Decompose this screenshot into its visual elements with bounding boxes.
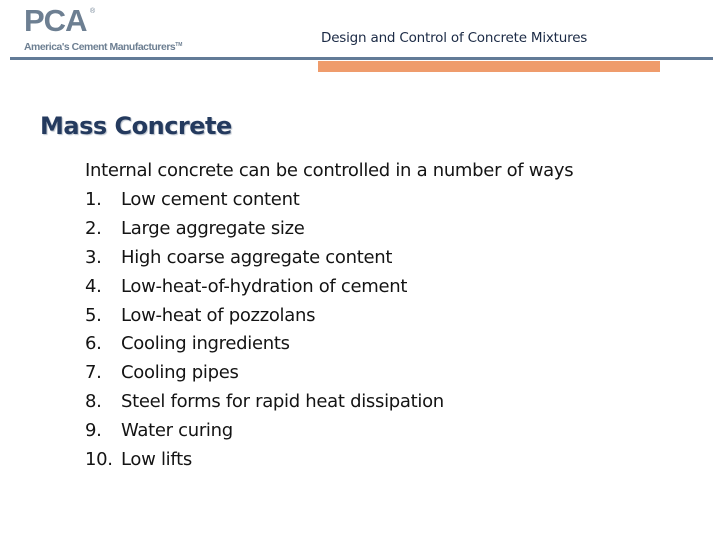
slide-title: Mass Concrete [40, 112, 232, 140]
item-number: 4. [85, 275, 102, 297]
logo-tagline-text: America's Cement Manufacturers [24, 42, 176, 53]
header-rule-blue [10, 57, 713, 60]
item-text: Low-heat-of-hydration of cement [121, 275, 408, 297]
list-item [85, 272, 573, 301]
item-number: 8. [85, 391, 102, 413]
list-item [85, 358, 573, 387]
item-text: Steel forms for rapid heat dissipation [121, 391, 444, 413]
pca-logo [24, 4, 194, 56]
item-number: 5. [85, 304, 102, 326]
item-text: Cooling pipes [121, 362, 239, 384]
list-item [85, 387, 573, 416]
method-list [85, 185, 573, 474]
list-item [85, 301, 573, 330]
list-item [85, 243, 573, 272]
registered-mark: ® [90, 8, 96, 15]
list-item [85, 214, 573, 243]
list-item [85, 185, 573, 214]
list-item [85, 329, 573, 358]
item-text: Cooling ingredients [121, 333, 290, 355]
intro-text: Internal concrete can be controlled in a number of ways [85, 160, 574, 181]
logo-mark: PCA [24, 3, 87, 38]
presentation-title: Design and Control of Concrete Mixtures [321, 30, 588, 46]
item-text: Low cement content [121, 189, 300, 210]
trademark-mark: TM [175, 42, 183, 48]
item-number: 6. [85, 333, 102, 355]
item-text: Water curing [121, 420, 233, 442]
slide-body [85, 156, 573, 474]
item-number: 7. [85, 362, 102, 384]
item-number: 1. [85, 189, 102, 210]
list-item [85, 445, 573, 474]
item-number: 2. [85, 217, 102, 239]
item-text: High coarse aggregate content [121, 246, 393, 268]
item-number: 10. [85, 449, 113, 471]
item-text: Low lifts [121, 449, 192, 471]
item-number: 9. [85, 420, 102, 442]
item-text: Low-heat of pozzolans [121, 304, 316, 326]
logo-tagline [24, 42, 182, 53]
item-text: Large aggregate size [121, 217, 305, 239]
item-number: 3. [85, 246, 102, 268]
list-item [85, 416, 573, 445]
header-rule-orange [318, 61, 660, 72]
